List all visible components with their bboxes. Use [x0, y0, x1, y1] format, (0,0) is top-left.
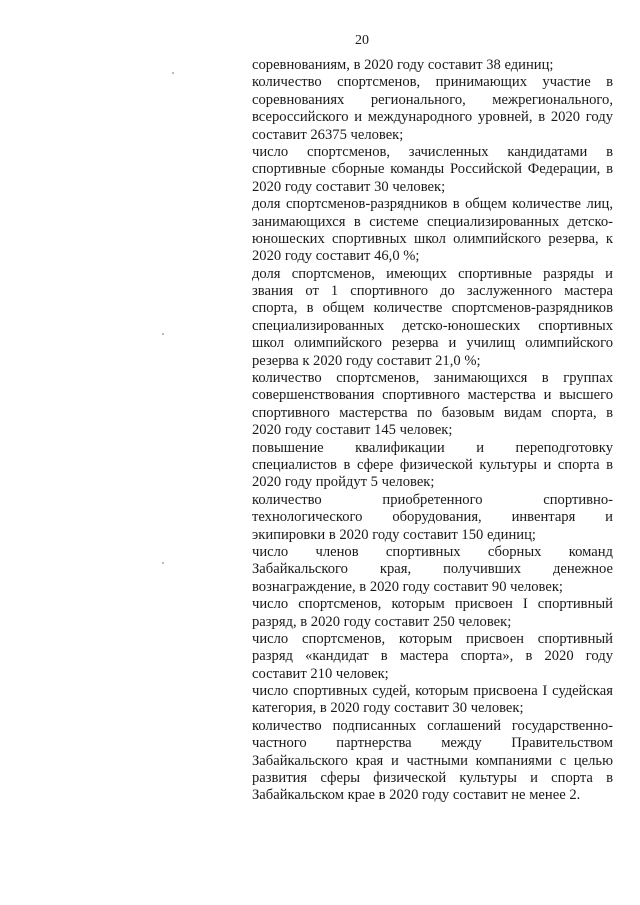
- text-line: 2020 году составит 46,0 %;: [252, 248, 420, 265]
- text-line: специалистов в сфере физической культуры и спорта в: [252, 456, 613, 473]
- text-line: школ олимпийского резерва и училищ олимпийского: [252, 335, 613, 352]
- text-line: Забайкальского края, получивших денежное: [252, 561, 613, 578]
- text-line: количество приобретенного спортивно-: [252, 491, 613, 508]
- paragraph: [252, 266, 613, 370]
- text-line: количество спортсменов, занимающихся в группах: [252, 370, 613, 387]
- paragraph: [252, 631, 613, 683]
- paragraph: [252, 74, 613, 144]
- text-line: спорта, в общем количестве спортсменов-разрядников: [252, 300, 613, 317]
- paragraph: [252, 144, 613, 196]
- text-line: развития сферы физической культуры и спорта в: [252, 770, 613, 787]
- scan-speck: [162, 333, 164, 335]
- text-line: 2020 году пройдут 5 человек;: [252, 474, 435, 491]
- text-line: специализированных детско-юношеских спортивных: [252, 317, 613, 334]
- paragraph: [252, 57, 613, 74]
- text-line: звания от 1 спортивного до заслуженного мастера: [252, 283, 613, 300]
- text-line: число спортивных судей, которым присвоена I судейская: [252, 683, 613, 700]
- text-line: категория, в 2020 году составит 30 человек;: [252, 700, 524, 717]
- text-line: составит 210 человек;: [252, 665, 389, 682]
- text-line: доля спортсменов, имеющих спортивные разряды и: [252, 265, 613, 282]
- text-line: резерва к 2020 году составит 21,0 %;: [252, 352, 481, 369]
- scan-speck: [162, 562, 164, 564]
- text-line: Забайкальского края и частными компаниями с целью: [252, 752, 613, 769]
- text-line: технологического оборудования, инвентаря и: [252, 509, 613, 526]
- text-line: юношеских спортивных школ олимпийского резерва, к: [252, 230, 613, 247]
- text-line: соревнованиях регионального, межрегионального,: [252, 91, 613, 108]
- text-line: спортивного мастерства по базовым видам спорта, в: [252, 404, 613, 421]
- page-number: 20: [355, 33, 369, 48]
- text-line: совершенствования спортивного мастерства и высшего: [252, 387, 613, 404]
- text-line: число спортсменов, которым присвоен спортивный: [252, 630, 613, 647]
- paragraph: [252, 544, 613, 596]
- text-line: число спортсменов, зачисленных кандидатами в: [252, 143, 613, 160]
- paragraph: [252, 596, 613, 631]
- text-line: спортивные сборные команды Российской Федерации, в: [252, 161, 613, 178]
- paragraph: [252, 440, 613, 492]
- paragraph: [252, 718, 613, 805]
- document-body: [252, 57, 613, 805]
- text-line: Забайкальском крае в 2020 году составит не менее 2.: [252, 787, 581, 804]
- text-line: количество спортсменов, принимающих участие в: [252, 74, 613, 91]
- text-line: всероссийского и международного уровней, в 2020 году: [252, 109, 613, 126]
- text-line: число членов спортивных сборных команд: [252, 543, 613, 560]
- text-line: частного партнерства между Правительством: [252, 735, 613, 752]
- text-line: экипировки в 2020 году составит 150 единиц;: [252, 526, 536, 543]
- text-line: доля спортсменов-разрядников в общем количестве лиц,: [252, 196, 613, 213]
- text-line: занимающихся в системе специализированных детско-: [252, 213, 613, 230]
- text-line: количество подписанных соглашений государственно-: [252, 717, 613, 734]
- paragraph: [252, 492, 613, 544]
- paragraph: [252, 370, 613, 440]
- text-line: соревнованиям, в 2020 году составит 38 единиц;: [252, 57, 554, 73]
- text-line: разряд «кандидат в мастера спорта», в 2020 году: [252, 648, 613, 665]
- paragraph: [252, 196, 613, 266]
- text-line: число спортсменов, которым присвоен I спортивный: [252, 596, 613, 613]
- text-line: 2020 году составит 30 человек;: [252, 178, 446, 195]
- text-line: вознаграждение, в 2020 году составит 90 человек;: [252, 578, 563, 595]
- text-line: повышение квалификации и переподготовку: [252, 439, 613, 456]
- scan-speck: [172, 72, 174, 74]
- text-line: 2020 году составит 145 человек;: [252, 422, 453, 439]
- text-line: разряд, в 2020 году составит 250 человек;: [252, 613, 512, 630]
- text-line: составит 26375 человек;: [252, 126, 404, 143]
- paragraph: [252, 683, 613, 718]
